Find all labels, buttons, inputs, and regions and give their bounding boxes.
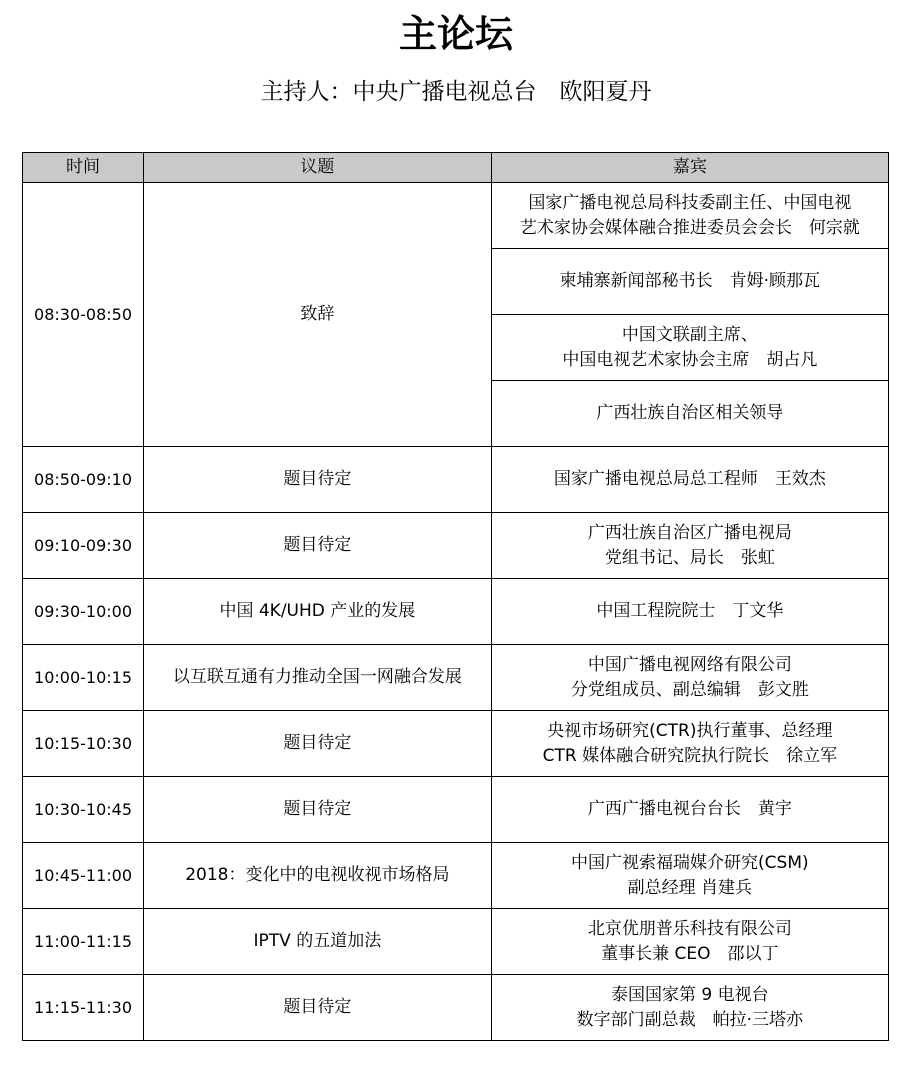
guest-line: 中国工程院院士 丁文华 — [596, 601, 784, 621]
guest-line: 央视市场研究(CTR)执行董事、总经理 — [547, 720, 833, 741]
header-row — [23, 153, 889, 183]
guest-cell — [491, 843, 888, 909]
guest-cell — [491, 975, 888, 1041]
header-topic: 议题 — [144, 153, 492, 183]
time-cell: 08:50-09:10 — [23, 447, 144, 513]
guest-line: 泰国国家第 9 电视台 — [611, 984, 769, 1005]
guest-cell — [491, 645, 888, 711]
time-cell: 10:30-10:45 — [23, 777, 144, 843]
table-row — [23, 711, 889, 777]
table-row — [23, 909, 889, 975]
table-row — [23, 645, 889, 711]
table-row — [23, 579, 889, 645]
guest-line: 中国电视艺术家协会主席 胡占凡 — [562, 349, 818, 370]
table-row — [23, 975, 889, 1041]
guest-line: 党组书记、局长 张虹 — [604, 547, 775, 568]
guest-cell — [491, 183, 888, 249]
guest-cell — [491, 711, 888, 777]
guest-line: 副总经理 肖建兵 — [627, 877, 753, 898]
topic-cell: 题目待定 — [144, 447, 492, 513]
guest-cell — [491, 777, 888, 843]
guest-line: 中国广视索福瑞媒介研究(CSM) — [571, 852, 809, 873]
guest-line: 数字部门副总裁 帕拉·三塔亦 — [576, 1009, 804, 1030]
guest-line: 董事长兼 CEO 邵以丁 — [601, 943, 779, 964]
table-row — [23, 777, 889, 843]
guest-line: 国家广播电视总局总工程师 王效杰 — [553, 469, 826, 489]
topic-cell: 致辞 — [144, 183, 492, 447]
guest-line: 中国广播电视网络有限公司 — [587, 654, 792, 675]
time-cell: 11:15-11:30 — [23, 975, 144, 1041]
time-cell: 11:00-11:15 — [23, 909, 144, 975]
guest-line: 中国文联副主席、 — [621, 324, 758, 345]
topic-cell: 题目待定 — [144, 777, 492, 843]
guest-line: 北京优朋普乐科技有限公司 — [587, 918, 792, 939]
guest-cell — [491, 909, 888, 975]
time-cell: 10:15-10:30 — [23, 711, 144, 777]
topic-cell: 题目待定 — [144, 513, 492, 579]
guest-cell — [491, 447, 888, 513]
guest-cell — [491, 249, 888, 315]
table-row — [23, 513, 889, 579]
guest-line: 艺术家协会媒体融合推进委员会会长 何宗就 — [519, 217, 860, 238]
guest-line: CTR 媒体融合研究院执行院长 徐立军 — [542, 745, 838, 766]
host-line: 主持人：中央广播电视总台 欧阳夏丹 — [260, 79, 652, 105]
table-row — [23, 447, 889, 513]
time-cell: 09:30-10:00 — [23, 579, 144, 645]
table-row — [23, 843, 889, 909]
topic-cell: 2018：变化中的电视收视市场格局 — [144, 843, 492, 909]
time-cell: 09:10-09:30 — [23, 513, 144, 579]
topic-cell: 中国 4K/UHD 产业的发展 — [144, 579, 492, 645]
agenda-table — [22, 152, 889, 1041]
time-cell: 08:30-08:50 — [23, 183, 144, 447]
guest-cell — [491, 381, 888, 447]
guest-line: 广西壮族自治区广播电视局 — [587, 522, 792, 543]
header-time: 时间 — [23, 153, 144, 183]
guest-cell — [491, 513, 888, 579]
guest-line: 国家广播电视总局科技委副主任、中国电视 — [528, 192, 852, 213]
guest-line: 广西壮族自治区相关领导 — [596, 403, 784, 423]
guest-cell — [491, 579, 888, 645]
topic-cell: 题目待定 — [144, 711, 492, 777]
topic-cell: 题目待定 — [144, 975, 492, 1041]
page-title: 主论坛 — [398, 12, 513, 56]
guest-line: 广西广播电视台台长 黄宇 — [587, 799, 792, 819]
topic-cell: IPTV 的五道加法 — [144, 909, 492, 975]
time-cell: 10:00-10:15 — [23, 645, 144, 711]
guest-line: 分党组成员、副总编辑 彭文胜 — [570, 679, 809, 700]
time-cell: 10:45-11:00 — [23, 843, 144, 909]
topic-cell: 以互联互通有力推动全国一网融合发展 — [144, 645, 492, 711]
header-guest: 嘉宾 — [491, 153, 888, 183]
table-row — [23, 183, 889, 249]
guest-cell — [491, 315, 888, 381]
guest-line: 柬埔寨新闻部秘书长 肯姆·顾那瓦 — [559, 271, 821, 291]
agenda-rows — [23, 447, 889, 1041]
